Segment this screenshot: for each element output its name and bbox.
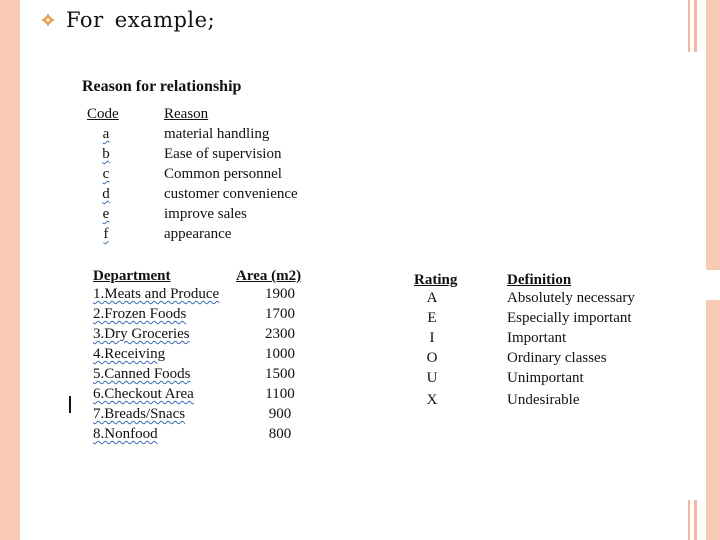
definition-cell: Important [507,330,567,346]
relationship-title: Reason for relationship [82,78,242,95]
code-cell: e [102,206,110,222]
rating-cell: I [429,330,435,346]
area-cell: 1100 [265,386,295,402]
definition-cell: Unimportant [507,370,584,386]
reason-cell: improve sales [164,206,247,222]
department-header: Department [93,268,171,284]
department-cell: 4.Receiving [93,346,166,362]
department-cell: 5.Canned Foods [93,366,191,382]
area-cell: 2300 [265,326,295,342]
code-cell: c [102,166,110,182]
code-cell: d [102,186,110,202]
definition-cell: Especially important [507,310,632,326]
department-cell: 8.Nonfood [93,426,158,442]
reason-cell: customer convenience [164,186,298,202]
rating-cell: A [426,290,438,306]
area-header: Area (m2) [236,268,302,284]
department-cell: 1.Meats and Produce [93,286,220,302]
department-cell: 7.Breads/Snacs [93,406,186,422]
area-cell: 1500 [265,366,295,382]
area-cell: 1900 [265,286,295,302]
reason-cell: Common personnel [164,166,282,182]
area-cell: 800 [268,426,292,442]
definition-header: Definition [507,272,572,288]
rating-header: Rating [414,272,458,288]
area-cell: 1700 [265,306,295,322]
definition-cell: Undesirable [507,392,580,408]
rating-cell: O [426,350,438,366]
definition-cell: Ordinary classes [507,350,607,366]
code-cell: b [102,146,110,162]
rating-cell: X [426,392,438,408]
bullet-text: For example; [66,8,216,32]
rating-cell: U [426,370,438,386]
department-cell: 3.Dry Groceries [93,326,190,342]
department-cell: 2.Frozen Foods [93,306,187,322]
text-cursor [69,396,71,413]
area-cell: 1000 [265,346,295,362]
code-cell: a [102,126,110,142]
definition-cell: Absolutely necessary [507,290,635,306]
code-header: Code [87,106,119,122]
reason-cell: material handling [164,126,270,142]
reason-cell: appearance [164,226,232,242]
reason-cell: Ease of supervision [164,146,282,162]
reason-header: Reason [164,106,209,122]
area-cell: 900 [268,406,292,422]
rating-cell: E [427,310,437,326]
code-cell: f [103,226,109,242]
department-cell: 6.Checkout Area [93,386,194,402]
